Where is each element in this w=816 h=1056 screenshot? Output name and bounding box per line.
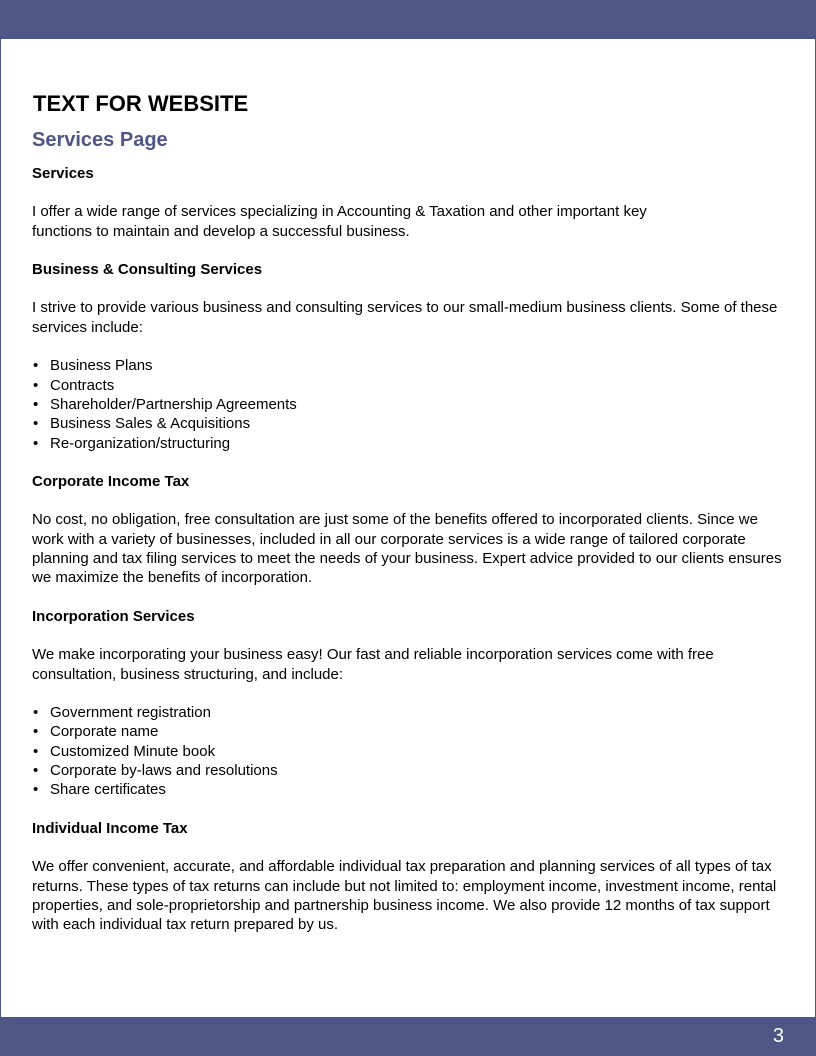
list-item: • Government registration [33, 704, 211, 722]
page-number: 3 [772, 1025, 784, 1047]
incorporation-services-list [32, 703, 784, 799]
section-heading-services: Services [32, 165, 94, 182]
list-item: • Customized Minute book [33, 742, 216, 760]
page-subtitle: Services Page [32, 129, 168, 151]
list-item: • Re-organization/structuring [33, 434, 231, 452]
individual-income-tax-paragraph: We offer convenient, accurate, and affordable individual tax preparation and planning services of all types of tax returns. These types of tax returns can include but not limited to: employment income, investment income, rental properties, and sole-proprietorship and partnership business income. We also provide 12 months of tax support with each individual tax return prepared by us. [32, 858, 777, 934]
services-paragraph-line1: I offer a wide range of services specializing in Accounting & Taxation and other important key [32, 203, 647, 221]
document-title: TEXT FOR WEBSITE [33, 91, 249, 116]
list-item: • Business Plans [33, 357, 153, 375]
list-item: • Shareholder/Partnership Agreements [33, 395, 297, 413]
bullet-icon: • [33, 762, 39, 780]
business-consulting-paragraph: I strive to provide various business and consulting services to our small-medium business clients. Some of these services include: [32, 299, 778, 336]
section-heading-incorporation-services: Incorporation Services [32, 607, 195, 625]
bullet-icon: • [33, 723, 39, 741]
document-body [32, 90, 784, 934]
list-item: • Business Sales & Acquisitions [33, 415, 251, 433]
section-heading-corporate-income-tax: Corporate Income Tax [32, 473, 190, 491]
section-heading-individual-income-tax: Individual Income Tax [32, 819, 188, 837]
header-bar [0, 0, 816, 39]
bullet-icon: • [33, 376, 39, 394]
bullet-icon: • [33, 415, 39, 433]
incorporation-services-paragraph: We make incorporating your business easy! Our fast and reliable incorporation services come with free consultation, business structuring, and include: [32, 646, 714, 683]
list-item: • Corporate name [33, 723, 159, 741]
list-item: • Contracts [33, 376, 115, 394]
bullet-icon: • [33, 781, 39, 799]
bullet-icon: • [33, 395, 39, 413]
bullet-icon: • [33, 742, 39, 760]
bullet-icon: • [33, 704, 39, 722]
footer-bar [0, 1017, 816, 1056]
business-consulting-list [32, 356, 784, 452]
bullet-icon: • [33, 357, 39, 375]
corporate-income-tax-paragraph: No cost, no obligation, free consultation are just some of the benefits offered to incorporated clients. Since we work with a variety of businesses, included in all our corporate services is a wide range of tailored corporate planning and tax filing services to meet the needs of your business. Expert advice provided to our clients ensures we maximize the benefits of incorporation. [32, 511, 782, 587]
section-heading-business-consulting: Business & Consulting Services [32, 261, 263, 279]
services-paragraph [32, 202, 784, 241]
list-item: • Share certificates [33, 781, 166, 799]
bullet-icon: • [33, 434, 39, 452]
list-item: • Corporate by-laws and resolutions [33, 762, 278, 780]
services-paragraph-line2: functions to maintain and develop a successful business. [32, 222, 410, 240]
